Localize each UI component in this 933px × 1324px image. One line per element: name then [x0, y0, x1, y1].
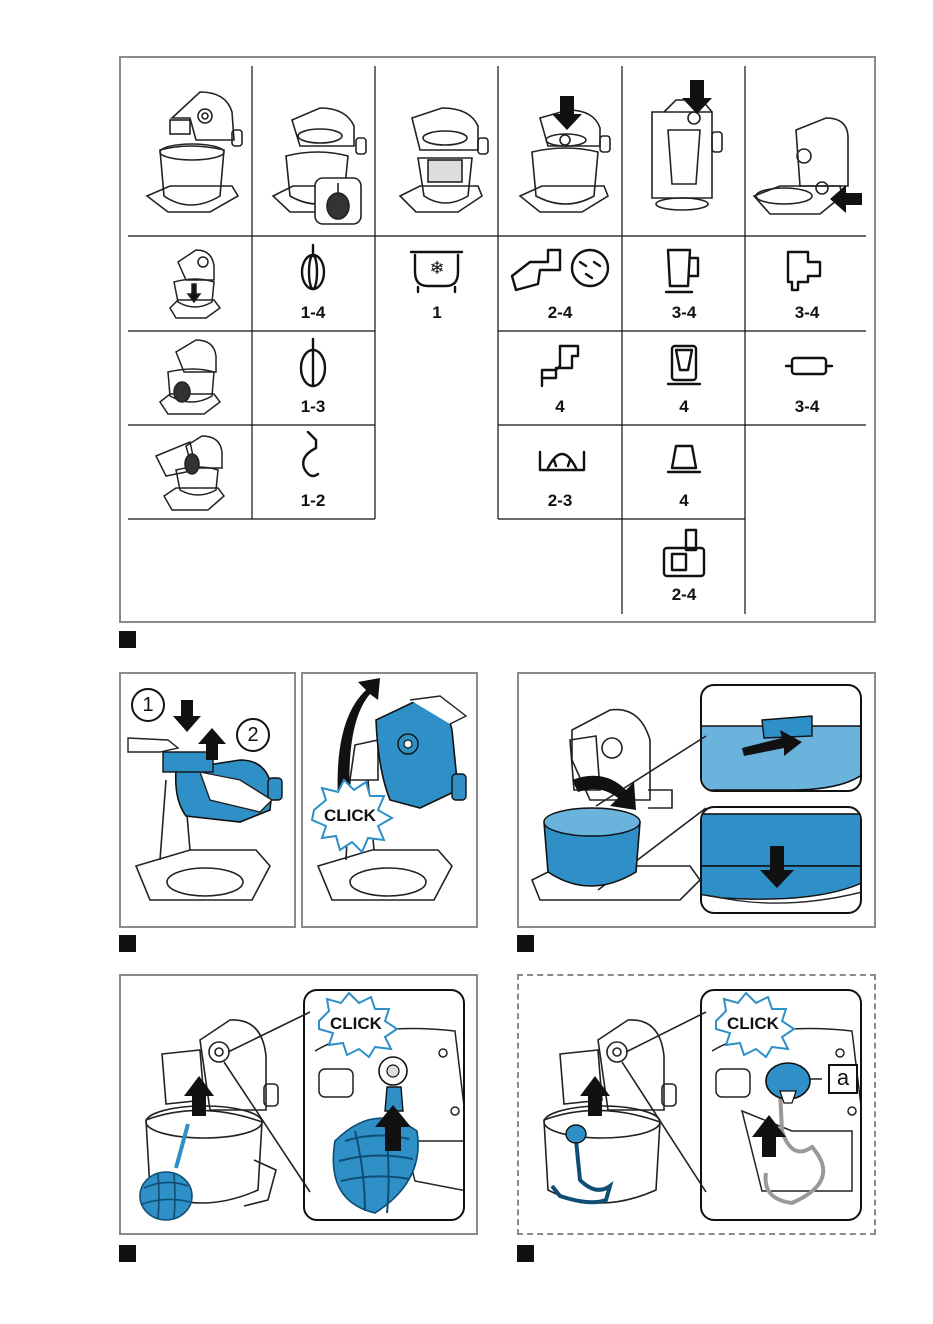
speed-label-dough-hook: 1-2: [300, 491, 326, 510]
speed-label-plastic-whisk: 1-3: [300, 397, 326, 416]
figure-4-marker: [119, 1245, 136, 1262]
click-label: CLICK: [324, 806, 376, 825]
speed-label-citrus-press: 2-3: [547, 491, 573, 510]
figure-5-marker: [517, 1245, 534, 1262]
speed-label-whisk: 1-4: [300, 303, 326, 322]
speed-label-pasta-roller: 3-4: [794, 397, 820, 416]
speed-label-blender: 3-4: [671, 303, 697, 322]
speed-label-multi-mill: 4: [679, 397, 689, 416]
speed-label-mincer-spout: 3-4: [794, 303, 820, 322]
speed-label-slicer: 2-4: [547, 303, 573, 322]
svg-text:❄: ❄: [429, 258, 445, 279]
speed-label-mini-chopper: 4: [679, 491, 689, 510]
click-label: CLICK: [727, 1014, 779, 1033]
speed-label-food-processor: 2-4: [671, 585, 697, 604]
speed-label-mincer: 4: [555, 397, 565, 416]
click-label: CLICK: [330, 1014, 382, 1033]
step-1-label: 1: [131, 688, 165, 722]
step-2-label: 2: [236, 718, 270, 752]
speed-label-ice-bowl: 1: [432, 303, 442, 322]
part-label-a: a: [828, 1064, 858, 1094]
